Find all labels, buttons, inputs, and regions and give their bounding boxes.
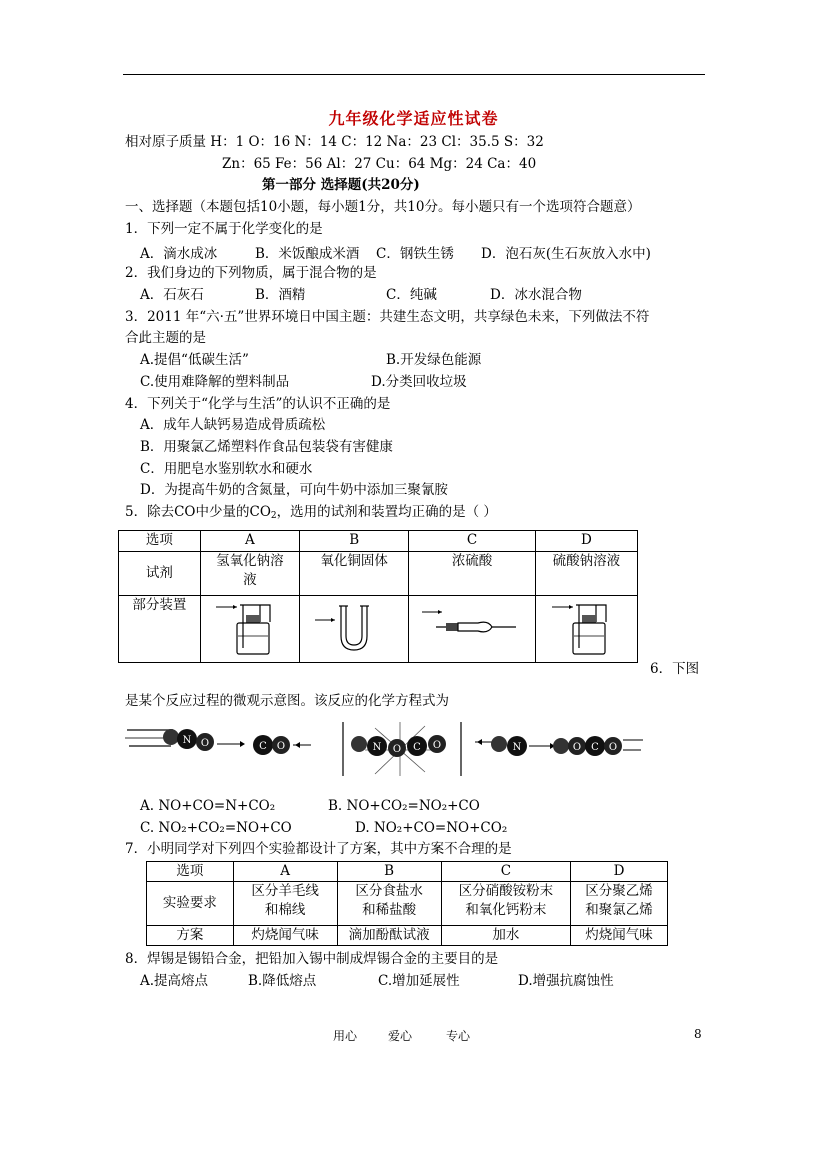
svg-text:N: N <box>512 742 522 753</box>
svg-text:O: O <box>608 742 618 753</box>
q1-option-c: C．钢铁生锈 <box>376 246 454 262</box>
reaction-panel-collision <box>343 722 461 776</box>
svg-text:O: O <box>572 742 582 753</box>
q6-option-b: B. NO+CO₂=NO₂+CO <box>328 798 480 814</box>
q8-option-a: A.提高熔点 <box>140 973 209 989</box>
q7-header-a: A <box>233 862 337 882</box>
q5-device-c <box>409 596 536 663</box>
q8-stem: 8．焊锡是锡铅合金，把铅加入锡中制成焊锡合金的主要目的是 <box>125 951 499 967</box>
q7-plan-b: 滴加酚酞试液 <box>337 926 441 946</box>
q6-option-a: A. NO+CO=N+CO₂ <box>140 798 276 814</box>
q5-header-option: 选项 <box>119 531 201 552</box>
q7-req-c: 区分硝酸铵粉末 和氧化钙粉末 <box>441 882 570 926</box>
q3-stem-line2: 合此主题的是 <box>125 330 206 346</box>
q2-stem: 2．我们身边的下列物质，属于混合物的是 <box>125 265 377 281</box>
q5-header-b: B <box>300 531 409 552</box>
page-title: 九年级化学适应性试卷 <box>328 109 499 128</box>
reaction-panel-separate <box>475 736 643 756</box>
q8-option-b: B.降低熔点 <box>248 973 317 989</box>
q5-table <box>118 530 638 663</box>
q7-plan-c: 加水 <box>441 926 570 946</box>
q7-header-c: C <box>441 862 570 882</box>
q5-row-device-label: 部分装置 <box>119 596 201 663</box>
atomic-mass-line2: Zn：65 Fe：56 Al：27 Cu：64 Mg：24 Ca：40 <box>222 156 537 172</box>
q5-header-a: A <box>200 531 299 552</box>
q5-header-d: D <box>535 531 637 552</box>
q7-plan-a: 灼烧闻气味 <box>233 926 337 946</box>
footer-right: 专心 <box>446 1029 471 1043</box>
q1-option-a: A．滴水成冰 <box>140 246 218 262</box>
page-number: 8 <box>694 1027 702 1041</box>
q8-option-c: C.增加延展性 <box>378 973 460 989</box>
footer-mid: 爱心 <box>388 1029 413 1043</box>
svg-text:C: C <box>591 742 599 753</box>
q2-option-b: B．酒精 <box>255 287 306 303</box>
q5-reagent-b: 氧化铜固体 <box>300 552 409 596</box>
q6-stem-line2: 是某个反应过程的微观示意图。该反应的化学方程式为 <box>125 693 449 709</box>
q2-option-a: A．石灰石 <box>140 287 204 303</box>
svg-text:O: O <box>200 738 210 749</box>
q5-device-a <box>200 596 299 663</box>
u-tube-icon <box>309 598 399 656</box>
q5-reagent-a: 氢氧化钠溶 液 <box>200 552 299 596</box>
q4-stem: 4．下列关于“化学与生活”的认识不正确的是 <box>125 396 391 412</box>
reaction-panel-approach <box>125 729 311 755</box>
q3-option-c: C.使用难降解的塑料制品 <box>140 374 290 390</box>
svg-text:N: N <box>182 735 192 746</box>
gas-washing-bottle-icon <box>546 598 626 656</box>
q8-option-d: D.增强抗腐蚀性 <box>518 973 614 989</box>
q3-option-d: D.分类回收垃圾 <box>371 374 467 390</box>
q5-device-d <box>535 596 637 663</box>
q5-device-b <box>300 596 409 663</box>
part-heading: 第一部分 选择题(共20分) <box>262 177 420 193</box>
q7-header-b: B <box>337 862 441 882</box>
q1-stem: 1．下列一定不属于化学变化的是 <box>125 221 323 237</box>
q5-row-reagent-label: 试剂 <box>119 552 201 596</box>
q4-option-a: A．成年人缺钙易造成骨质疏松 <box>140 417 326 433</box>
q2-option-d: D．冰水混合物 <box>490 287 582 303</box>
q2-option-c: C．纯碱 <box>386 287 437 303</box>
q6-option-c: C. NO₂+CO₂=NO+CO <box>140 820 292 836</box>
q4-option-d: D．为提高牛奶的含氮量，可向牛奶中添加三聚氰胺 <box>140 482 448 498</box>
q7-header-option: 选项 <box>147 862 234 882</box>
q5-reagent-c: 浓硫酸 <box>409 552 536 596</box>
footer-left: 用心 <box>333 1029 358 1043</box>
svg-text:O: O <box>432 740 442 751</box>
svg-text:N: N <box>372 742 382 753</box>
atomic-mass-line1: 相对原子质量 H：1 O：16 N：14 C：12 Na：23 Cl：35.5 S：32 <box>125 134 544 150</box>
glass-tube-icon <box>416 598 528 656</box>
q6-option-d: D. NO₂+CO=NO+CO₂ <box>355 820 508 836</box>
q3-option-a: A.提倡“低碳生活” <box>140 352 249 368</box>
svg-text:O: O <box>276 741 286 752</box>
q7-req-d: 区分聚乙烯 和聚氯乙烯 <box>571 882 668 926</box>
q7-req-b: 区分食盐水 和稀盐酸 <box>337 882 441 926</box>
q3-stem-line1: 3．2011 年“六·五”世界环境日中国主题：共建生态文明，共享绿色未来，下列做法不符 <box>125 309 650 325</box>
q7-stem: 7．小明同学对下列四个实验都设计了方案，其中方案不合理的是 <box>125 841 512 857</box>
q7-table <box>146 861 668 946</box>
q3-option-b: B.开发绿色能源 <box>386 352 482 368</box>
q7-plan-d: 灼烧闻气味 <box>571 926 668 946</box>
q5-stem: 5．除去CO中少量的$CO_2$，选用的试剂和装置均正确的是（ ） <box>125 504 497 521</box>
q1-option-d: D．泡石灰(生石灰放入水中) <box>481 246 651 262</box>
gas-washing-bottle-icon <box>210 598 290 656</box>
reaction-diagram <box>125 720 645 778</box>
q6-stem-end: 6．下图 <box>650 661 700 677</box>
q7-row-plan-label: 方案 <box>147 926 234 946</box>
q1-option-b: B．米饭酿成米酒 <box>255 246 360 262</box>
q4-option-c: C．用肥皂水鉴别软水和硬水 <box>140 461 313 477</box>
svg-text:C: C <box>413 742 421 753</box>
q7-row-req-label: 实验要求 <box>147 882 234 926</box>
svg-text:O: O <box>392 744 402 755</box>
q5-reagent-d: 硫酸钠溶液 <box>535 552 637 596</box>
section-heading: 一、选择题（本题包括10小题，每小题1分，共10分。每小题只有一个选项符合题意） <box>125 199 641 215</box>
q7-req-a: 区分羊毛线 和棉线 <box>233 882 337 926</box>
q5-header-c: C <box>409 531 536 552</box>
svg-text:C: C <box>259 741 267 752</box>
q7-header-d: D <box>571 862 668 882</box>
header-rule <box>123 74 705 75</box>
q4-option-b: B．用聚氯乙烯塑料作食品包装袋有害健康 <box>140 439 393 455</box>
